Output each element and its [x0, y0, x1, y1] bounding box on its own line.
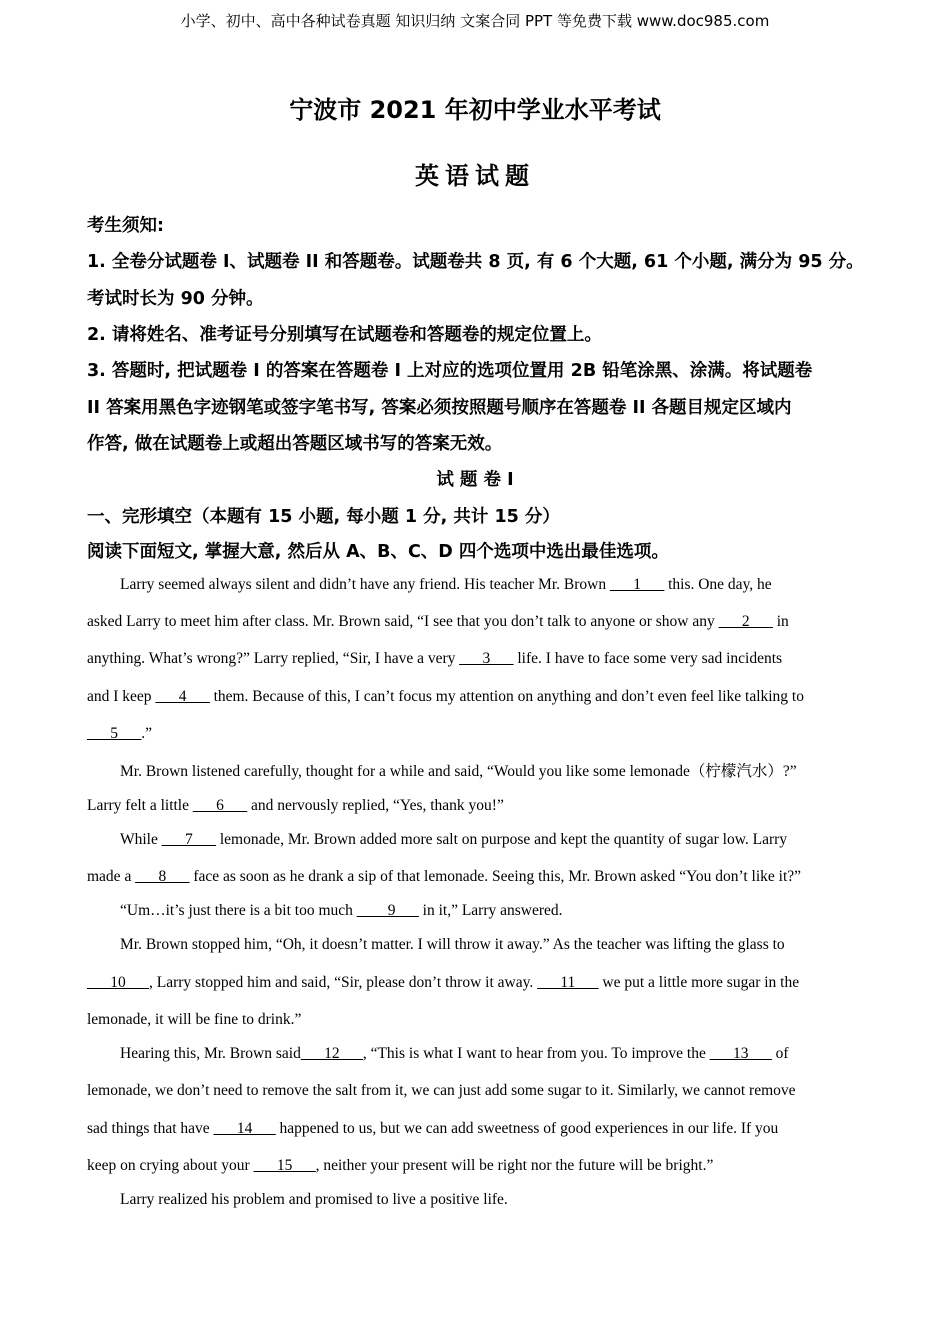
blank: ___13___	[709, 1045, 772, 1062]
passage-line: Larry felt a little ___6___ and nervously replied, “Yes, thank you!”	[87, 797, 504, 814]
notice-line: 3. 答题时, 把试题卷 I 的答案在答题卷 I 上对应的选项位置用 2B 铅笔涂黑、涂满。将试题卷	[87, 361, 813, 381]
blank: ____9___	[356, 902, 419, 919]
notice-line: 1. 全卷分试题卷 I、试题卷 II 和答题卷。试题卷共 8 页, 有 6 个大题, 61 个小题, 满分为 95 分。	[87, 252, 864, 272]
notice-line: 2. 请将姓名、准考证号分别填写在试题卷和答题卷的规定位置上。	[87, 325, 602, 345]
section-instruction: 阅读下面短文, 掌握大意, 然后从 A、B、C、D 四个选项中选出最佳选项。	[87, 542, 669, 562]
notice-line: 考试时长为 90 分钟。	[87, 289, 264, 309]
passage-line: asked Larry to meet him after class. Mr. Brown said, “I see that you don’t talk to anyone or show any ___2___ in	[87, 613, 789, 630]
blank: ___1___	[609, 576, 665, 593]
passage-line: Larry realized his problem and promised to live a positive life.	[120, 1191, 508, 1208]
passage-line: “Um…it’s just there is a bit too much ____9___ in it,” Larry answered.	[120, 902, 563, 919]
section-heading: 一、完形填空（本题有 15 小题, 每小题 1 分, 共计 15 分）	[87, 507, 560, 527]
notice-line: 作答, 做在试题卷上或超出答题区域书写的答案无效。	[87, 434, 503, 454]
blank: ___8___	[135, 868, 190, 885]
blank: ___15___	[253, 1157, 316, 1174]
passage-line: Mr. Brown listened carefully, thought for a while and said, “Would you like some lemonade（柠檬汽水）?”	[120, 763, 797, 780]
blank: ___12___	[300, 1045, 363, 1062]
passage-line: Mr. Brown stopped him, “Oh, it doesn’t matter. I will throw it away.” As the teacher was lifting the glass to	[120, 936, 785, 953]
paper-label: 试 题 卷 I	[436, 470, 514, 490]
passage-line: lemonade, it will be fine to drink.”	[87, 1011, 302, 1028]
page-header: 小学、初中、高中各种试卷真题 知识归纳 文案合同 PPT 等免费下载 www.doc985.com	[180, 12, 770, 30]
blank: ___14___	[213, 1120, 276, 1137]
passage-line: Larry seemed always silent and didn’t have any friend. His teacher Mr. Brown ___1___ this. One day, he	[120, 576, 772, 593]
notice-line: II 答案用黑色字迹钢笔或签字笔书写, 答案必须按照题号顺序在答题卷 II 各题目规定区域内	[87, 398, 792, 418]
passage-line: made a ___8___ face as soon as he drank a sip of that lemonade. Seeing this, Mr. Brown asked “You don’t like it?”	[87, 868, 802, 885]
passage-line: ___5___.”	[87, 725, 153, 742]
passage-line: While ___7___ lemonade, Mr. Brown added more salt on purpose and kept the quantity of sugar low. Larry	[120, 831, 788, 848]
blank: ___10___	[87, 974, 149, 991]
blank: ___2___	[718, 613, 773, 630]
blank: ___4___	[155, 688, 210, 705]
blank: ___11___	[537, 974, 599, 991]
passage-line: and I keep ___4___ them. Because of this, I can’t focus my attention on anything and don’t even feel like talking to	[87, 688, 804, 705]
passage-line: lemonade, we don’t need to remove the salt from it, we can just add some sugar to it. Similarly, we cannot remove	[87, 1082, 796, 1099]
blank: ___3___	[459, 650, 514, 667]
passage-line: anything. What’s wrong?” Larry replied, “Sir, I have a very ___3___ life. I have to face some very sad incidents	[87, 650, 783, 667]
exam-title: 宁波市 2021 年初中学业水平考试	[289, 96, 661, 124]
blank: ___6___	[192, 797, 248, 814]
exam-subtitle: 英语试题	[415, 162, 535, 190]
blank: ___5___	[87, 725, 142, 742]
blank: ___7___	[161, 831, 216, 848]
passage-line: sad things that have ___14___ happened to us, but we can add sweetness of good experiences in our life. If you	[87, 1120, 779, 1137]
passage-line: ___10___, Larry stopped him and said, “Sir, please don’t throw it away. ___11___ we put a little more sugar in the	[87, 974, 800, 991]
passage-line: keep on crying about your ___15___, neither your present will be right nor the future will be bright.”	[87, 1157, 714, 1174]
notice-heading: 考生须知:	[87, 216, 164, 236]
passage-line: Hearing this, Mr. Brown said___12___, “This is what I want to hear from you. To improve the ___13___ of	[120, 1045, 789, 1062]
